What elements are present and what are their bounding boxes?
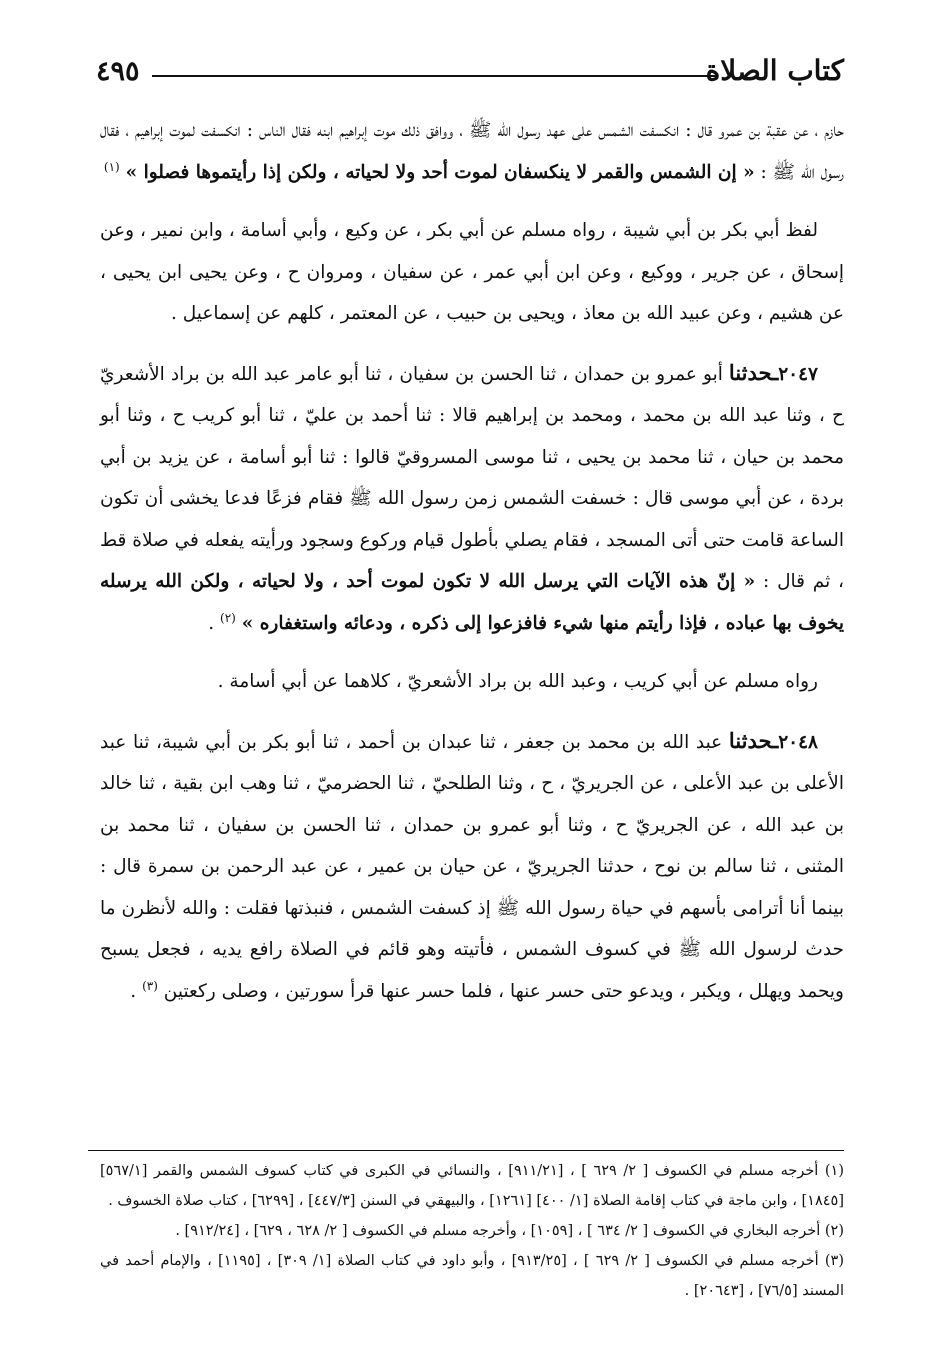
narration-text: حازم ، عن عقبة بن عمرو قال : انكسفت الشمس على عهد رسول الله ﷺ ، ووافق ذلك موت إبراهيم ابنه فقال الناس : انكسفت لموت إبراهيم ، فقال رسول الله ﷺ : (100, 120, 844, 183)
footnote-ref-1[interactable]: (١) (103, 159, 120, 174)
footnotes (100, 1156, 844, 1306)
header-rule (152, 75, 716, 77)
prophetic-quote: « إنّ هذه الآيات التي يرسل الله لا تكون لموت أحد ، ولا لحياته ، ولكن الله يرسله يخوف بها عباده ، فإذا رأيتم منها شيء فافزعوا إلى ذكره ، ودعائه واستغفاره » (100, 571, 844, 634)
paragraph-1 (100, 110, 844, 193)
page-number: ٤٩٥ (96, 56, 140, 87)
hadith-2047 (100, 352, 844, 645)
haddathana-keyword: ـحدثنا (728, 727, 779, 753)
footnote-ref-2[interactable]: (٢) (220, 610, 236, 625)
period: . (130, 980, 137, 1002)
footnote-3: (٣) أخرجه مسلم في الكسوف [ ٢/ ٦٢٩ ] ، [٩١٣/٢٥] ، وأبو داود في كتاب الصلاة [١/ ٣٠٩] ، [١١٩٥] ، والإمام أحمد في المسند [٧٦/٥] ، [٢٠٦٤٣] . (100, 1253, 844, 1299)
prophetic-quote: « إن الشمس والقمر لا ينكسفان لموت أحد ولا لحياته ، ولكن إذا رأيتموها فصلوا » (125, 161, 755, 183)
takhrij-text: لفظ أبي بكر بن أبي شيبة ، رواه مسلم عن أبي بكر ، عن وكيع ، وأبي أسامة ، وابن نمير ، وعن إسحاق ، عن جرير ، ووكيع ، وعن ابن أبي عمر ، عن سفيان ، ومروان ح ، وعن يحيى ابن يحيى ، عن هشيم ، وعن عبيد الله بن معاذ ، ويحيى بن حبيب ، عن المعتمر ، كلهم عن إسماعيل . (100, 220, 844, 324)
period: . (208, 612, 215, 634)
footnote-separator (88, 1150, 844, 1151)
hadith-2048 (100, 720, 844, 1013)
paragraph-4 (100, 661, 844, 703)
haddathana-keyword: ـحدثنا (728, 359, 779, 385)
hadith-number: ٢٠٤٧ (778, 363, 818, 385)
main-text (100, 110, 844, 1029)
takhrij-text: رواه مسلم عن أبي كريب ، وعبد الله بن براد الأشعريّ ، كلاهما عن أبي أسامة . (217, 671, 818, 692)
isnad-text: عبد الله بن محمد بن جعفر ، ثنا عبدان بن أحمد ، ثنا أبو بكر بن أبي شيبة، ثنا عبد الأعلى بن عبد الأعلى ، عن الجريريّ ، ح ، وثنا الطلحيّ ، ثنا الحضرميّ ، ثنا وهب ابن بقية ، ثنا خالد بن عبد الله ، عن الجريريّ ح ، وثنا أبو عمرو بن حمدان ، ثنا الحسن بن سفيان ، ثنا محمد بن المثنى ، ثنا سالم بن نوح ، حدثنا الجريريّ ، عن حيان بن عمير ، عن عبد الرحمن بن سمرة قال : بينما أنا أترامى بأسهم في حياة رسول الله ﷺ إذ كسفت الشمس ، فنبذتها فقلت : والله لأنظرن ما حدث لرسول الله ﷺ في كسوف الشمس ، فأتيته وهو قائم في الصلاة رافع يديه ، فجعل يسبح ويحمد ويهلل ، ويكبر ، ويدعو حتى حسر عنها ، فلما حسر عنها قرأ سورتين ، وصلى ركعتين (100, 731, 844, 1002)
paragraph-2 (100, 210, 844, 335)
hadith-number: ٢٠٤٨ (778, 731, 818, 753)
footnote-ref-3[interactable]: (٣) (142, 978, 158, 993)
running-title: كتاب الصلاة (705, 54, 844, 87)
isnad-text: أبو عمرو بن حمدان ، ثنا الحسن بن سفيان ، ثنا أبو عامر عبد الله بن براد الأشعريّ ح ، وثنا عبد الله بن محمد ، ومحمد بن إبراهيم قالا : ثنا أحمد بن عليّ ، ثنا أبو كريب ح ، وثنا أبو محمد بن حيان ، ثنا محمد بن يحيى ، ثنا موسى المسروقيّ قالوا : ثنا أبو أسامة ، عن يزيد بن أبي بردة ، عن أبي موسى قال : خسفت الشمس زمن رسول الله ﷺ فقام فزعًا فدعا يخشى أن تكون الساعة قامت حتى أتى المسجد ، فقام يصلي بأطول قيام وركوع وسجود ورأيته يفعله في صلاة قط ، ثم قال : (99, 363, 844, 592)
footnote-2: (٢) أخرجه البخاري في الكسوف [ ٢/ ٦٣٤ ] ، [١٠٥٩] ، وأخرجه مسلم في الكسوف [ ٢/ ٦٢٨ ، ٦٢٩] ، [٩١٢/٢٤] . (175, 1223, 844, 1239)
footnote-1: (١) أخرجه مسلم في الكسوف [ ٢/ ٦٢٩ ] ، [٩١١/٢١] ، والنسائي في الكبرى في كتاب كسوف الشمس والقمر [٥٦٧/١] [١٨٤٥] ، وابن ماجة في كتاب إقامة الصلاة [١/ ٤٠٠] [١٢٦١] ، والبيهقي في السنن [٤٤٧/٣] ، [٦٢٩٩] ، كتاب صلاة الخسوف . (100, 1163, 845, 1209)
